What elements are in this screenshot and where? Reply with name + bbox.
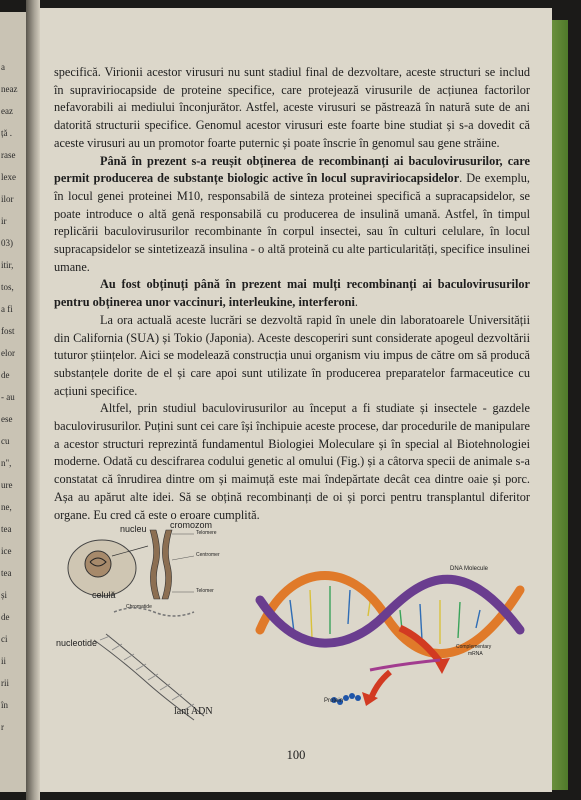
left-page-fragment: tea: [1, 524, 12, 534]
label-chromatide: Chromatide: [126, 604, 152, 610]
left-page-fragment: - au: [1, 392, 15, 402]
left-page-fragment: tos,: [1, 282, 14, 292]
left-page-fragment: ese: [1, 414, 13, 424]
left-page-fragment: neaz: [1, 84, 18, 94]
left-page-fragment: rase: [1, 150, 16, 160]
left-page-fragment: rii: [1, 678, 9, 688]
paragraph-1: [54, 64, 530, 153]
paragraph-text: .: [354, 295, 358, 310]
label-lant-adn: lanț ADN: [174, 706, 213, 717]
label-protein: Protein: [324, 698, 344, 704]
left-page-fragment: cu: [1, 436, 10, 446]
label-mrna: mRNA: [468, 651, 483, 657]
label-telomer: Telomer: [196, 588, 214, 594]
bold-statement: Au fost obținuți până în prezent mai mulți recombinanți ai baculovirusurilor pentru obținerea unor vaccinuri, interleukine, interferoni: [54, 277, 530, 310]
paragraph-text: Altfel, prin studiul baculovirusurilor au început a fi studiate și insectele - gazdele baculovirusurilor. Puțini sunt cei care își închipuie aceste procese, dar procedurile de manipulare a acestor structuri reprezintă fundamentul Biologiei Moleculare și în special al Biotehnologiei moderne. Odată cu descifrarea codului genetic al omului (Fig.) și a câtorva specii de animale s-a constatat că înrudirea dintre om și maimuță este mai îndepărtate decât cea dintre oaie și porc. Așa au apărut alte idei. Să se obțină recombinanți de oi și porci pentru transplantul diferitor organe. Eu cred că este o eroare cumplită.: [54, 401, 530, 522]
cell-chromosome-illustration: [54, 520, 254, 730]
left-page-fragment: fost: [1, 326, 15, 336]
left-page-fragment: eaz: [1, 106, 13, 116]
page-number: 100: [286, 748, 306, 762]
label-centromer: Centromer: [196, 552, 220, 558]
left-page-fragment: elor: [1, 348, 15, 358]
label-dna-molecule: DNA Molecule: [450, 566, 489, 572]
left-page-fragment: ci: [1, 634, 8, 644]
left-page-fragment: itir,: [1, 260, 14, 270]
label-nucleotide: nucleotide: [56, 638, 98, 648]
dna-figure: [54, 520, 534, 740]
paragraph-2: [54, 153, 530, 277]
left-page-fragment: r: [1, 722, 4, 732]
left-page-fragment: a fi: [1, 304, 13, 314]
paragraph-4: [54, 312, 530, 401]
left-page-fragment: de: [1, 370, 10, 380]
label-telomere: Telomere: [196, 530, 217, 536]
left-page-fragment: 03): [1, 238, 13, 248]
left-page-fragment: ii: [1, 656, 7, 666]
book-page: [40, 8, 552, 792]
left-page-fragment: și: [1, 590, 8, 600]
paragraph-3: [54, 276, 530, 311]
left-page-fragment: în: [1, 700, 9, 710]
left-page-fragment: lexe: [1, 172, 16, 182]
label-cromozom: cromozom: [170, 520, 213, 530]
left-page-fragment: ne,: [1, 502, 12, 512]
left-page-fragment: a: [1, 62, 5, 72]
paragraph-text: La ora actuală aceste lucrări se dezvoltă rapid în unele din laboratoarele Universității din California (SUA) și Tokio (Japonia). Aceste descoperiri sunt considerate apogeul dezvoltării tuturor științelor. Aici se modelează construcția unui organism viu impus de către om să producă substanțele dorite de el și care apoi sunt utilizate în producerea preparatelor farmaceutice cu acțiuni specifice.: [54, 312, 530, 398]
paragraph-text: . De exemplu, în locul genei proteinei M10, responsabilă de sinteza proteinei specifică a supracapsidelor, se poate introduce o altă genă responsabilă cu producerea de insulină umană. Astfel, în timpul replicării baculovirusurilor recombinante în corpul insectei, sau în culturi celulare, în locul supracapsidelor se sintetizează insulina - o altă proteină cu alte particularități, specifice insulinei umane.: [54, 171, 530, 274]
body-text: [54, 64, 530, 524]
book-gutter: [26, 0, 40, 800]
paragraph-text: specifică. Virionii acestor virusuri nu sunt stadiul final de dezvoltare, aceste structuri se includ în supraviriocapside de proteine specifice, care protejează virusurile de acțiunea factorilor nefavorabili ai mediului înconjurător. Astfel, aceste virusuri se păstrează în natură sute de ani datorită structurii specifice. Genomul acestor virusuri este foarte bine studiat și s-a dovedit că aceste virusuri au un promotor foarte puternic și poate înscrie în genomul sau gene străine.: [54, 65, 530, 150]
left-page-fragment: ice: [1, 546, 12, 556]
left-page-fragment: tea: [1, 568, 12, 578]
paragraph-5: [54, 400, 530, 524]
adjacent-left-page: [0, 12, 26, 792]
dna-helix-illustration: [250, 520, 530, 730]
left-page-fragment: de: [1, 612, 10, 622]
left-page-fragment: ir: [1, 216, 7, 226]
book-cover-edge: [552, 20, 568, 790]
label-complementary: Complementary: [456, 644, 492, 650]
left-page-fragment: ilor: [1, 194, 14, 204]
bold-statement: Până în prezent s-a reușit obținerea de recombinanți ai baculovirusurilor, care permit producerea de substanțe biologic active în locul supraviriocapsidelor: [54, 153, 530, 186]
left-page-fragment: ță .: [1, 128, 12, 138]
left-page-fragment: n",: [1, 458, 12, 468]
label-celula: celulă: [92, 590, 116, 600]
label-nucleu: nucleu: [120, 524, 147, 534]
left-page-fragment: ure: [1, 480, 13, 490]
